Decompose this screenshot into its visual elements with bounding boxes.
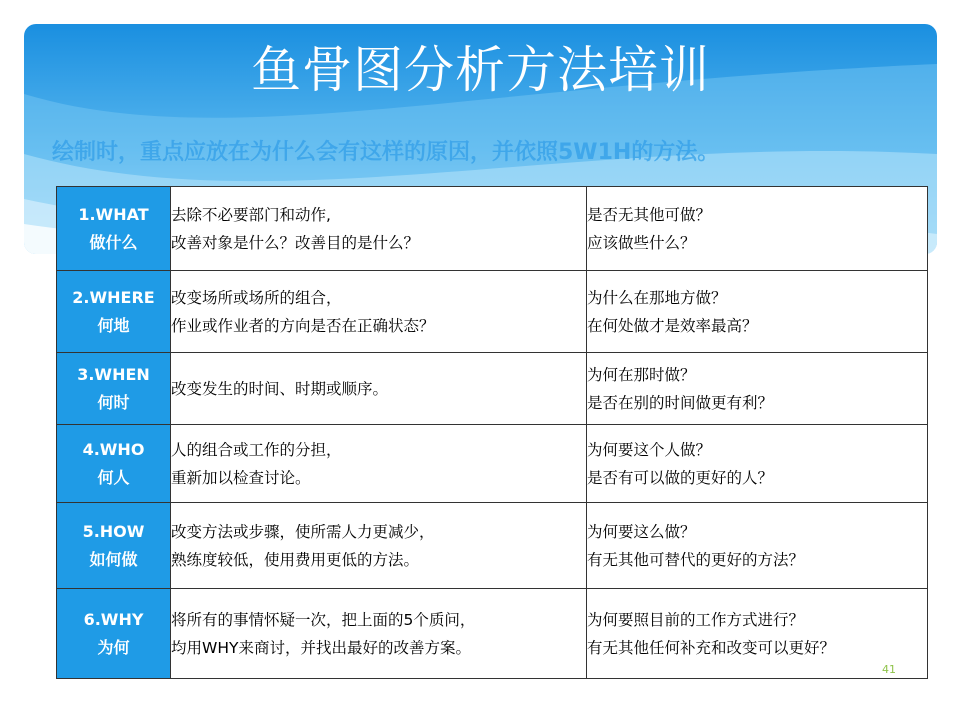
question-cell: [587, 589, 928, 679]
row-label-cell: [57, 589, 171, 679]
question-cell: [587, 187, 928, 271]
action-line: 改善对象是什么？改善目的是什么？: [171, 233, 420, 252]
question-line: 为何要照目前的工作方式进行？: [587, 610, 805, 629]
question-line: 有无其他可替代的更好的方法？: [587, 550, 805, 569]
action-line: 去除不必要部门和动作,: [171, 205, 331, 224]
action-line: 将所有的事情怀疑一次，把上面的5个质问，: [171, 610, 476, 629]
row-label-zh: 何地: [97, 315, 130, 335]
question-line: 为何要这个人做？: [587, 440, 712, 459]
question-line: 为什么在那地方做？: [587, 288, 727, 307]
row-label-en: 6.WHY: [83, 609, 144, 629]
row-label-en: 4.WHO: [82, 439, 145, 459]
question-cell: [587, 353, 928, 425]
action-cell: [171, 503, 587, 589]
page-number: 41: [882, 663, 896, 676]
slide-subtitle: 绘制时，重点应放在为什么会有这样的原因，并依照5W1H的方法。: [52, 140, 720, 165]
table-row: [57, 589, 928, 679]
row-label-cell: [57, 187, 171, 271]
action-cell: [171, 271, 587, 353]
question-line: 为何在那时做？: [587, 365, 696, 384]
action-line: 均用WHY来商讨，并找出最好的改善方案。: [171, 638, 471, 657]
question-line: 在何处做才是效率最高？: [587, 316, 758, 335]
row-label-zh: 为何: [97, 637, 130, 657]
table-row: [57, 271, 928, 353]
action-line: 熟练度较低，使用费用更低的方法。: [171, 550, 420, 569]
question-cell: [587, 425, 928, 503]
row-label-cell: [57, 503, 171, 589]
action-cell: [171, 187, 587, 271]
action-line: 改变场所或场所的组合，: [171, 288, 342, 307]
question-line: 是否有可以做的更好的人？: [587, 468, 774, 487]
row-label-cell: [57, 271, 171, 353]
row-label-cell: [57, 425, 171, 503]
row-label-en: 5.HOW: [82, 521, 145, 541]
question-line: 应该做些什么？: [587, 233, 696, 252]
action-cell: [171, 589, 587, 679]
question-cell: [587, 271, 928, 353]
action-line: 作业或作业者的方向是否在正确状态？: [171, 316, 435, 335]
question-line: 是否无其他可做？: [587, 205, 712, 224]
row-label-en: 1.WHAT: [78, 204, 149, 224]
table-row: [57, 353, 928, 425]
slide-title: 鱼骨图分析方法培训: [251, 41, 710, 99]
table-row: [57, 425, 928, 503]
action-line: 人的组合或工作的分担，: [171, 440, 342, 459]
row-label-en: 2.WHERE: [72, 287, 155, 307]
action-line: 改变发生的时间、时期或顺序。: [171, 379, 389, 398]
question-line: 是否在别的时间做更有利？: [587, 393, 774, 412]
row-label-zh: 做什么: [89, 232, 138, 252]
row-label-zh: 如何做: [89, 549, 138, 569]
action-line: 改变方法或步骤，使所需人力更减少，: [171, 522, 435, 541]
question-cell: [587, 503, 928, 589]
question-line: 为何要这么做？: [587, 522, 696, 541]
action-cell: [171, 425, 587, 503]
5w1h-table: [56, 186, 928, 679]
row-label-zh: 何人: [97, 467, 130, 487]
action-line: 重新加以检查讨论。: [171, 468, 311, 487]
table-row: [57, 503, 928, 589]
row-label-zh: 何时: [97, 392, 130, 412]
action-cell: [171, 353, 587, 425]
table-row: [57, 187, 928, 271]
row-label-en: 3.WHEN: [77, 364, 150, 384]
row-label-cell: [57, 353, 171, 425]
question-line: 有无其他任何补充和改变可以更好？: [587, 638, 836, 657]
